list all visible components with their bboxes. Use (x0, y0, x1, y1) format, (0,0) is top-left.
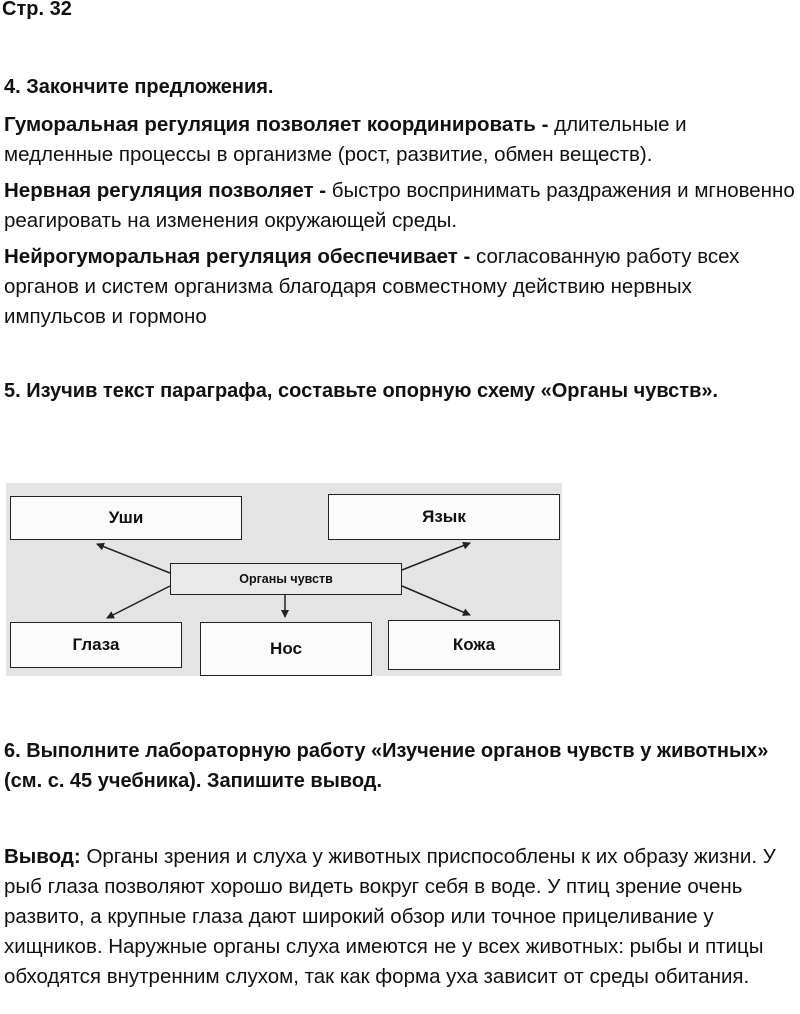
node-nose: Нос (200, 622, 372, 676)
arrow-to-eyes (107, 586, 170, 618)
task5-heading: 5. Изучив текст параграфа, составьте опорную схему «Органы чувств». (4, 380, 719, 402)
task4-item-text: согласованную работу всех органов и систем организма благодаря совместному действию нервных импульсов и гормоно (4, 245, 740, 328)
arrow-to-skin (402, 586, 470, 615)
task4-item-text: длительные и медленные процессы в организме (рост, развитие, обмен веществ). (4, 113, 687, 166)
node-ears: Уши (10, 496, 242, 540)
task4-item-lead: Нервная регуляция позволяет - (4, 179, 327, 202)
arrow-to-ears (97, 544, 170, 573)
page-number: Стр. 32 (2, 0, 72, 20)
task6-heading: 6. Выполните лабораторную работу «Изучение органов чувств у животных» (см. с. 45 учебника). Запишите вывод. (4, 740, 769, 792)
arrow-to-tongue (402, 543, 470, 570)
task4-item-lead: Нейрогуморальная регуляция обеспечивает - (4, 245, 471, 268)
node-eyes: Глаза (10, 622, 182, 668)
task4-item-lead: Гуморальная регуляция позволяет координировать - (4, 113, 549, 136)
task4-heading: 4. Закончите предложения. (4, 76, 274, 98)
conclusion-text: Органы зрения и слуха у животных приспособлены к их образу жизни. У рыб глаза позволяют хорошо видеть вокруг себя в воде. У птиц зрение очень развито, а крупные глаза дают широкий обзор или точное прицеливание у хищников. Наружные органы слуха имеются не у всех животных: рыбы и птицы обходятся внутренним слухом, так как форма уха зависит от среды обитания. (4, 845, 776, 988)
node-skin: Кожа (388, 620, 560, 670)
node-center: Органы чувств (170, 563, 402, 595)
task6-conclusion (4, 842, 796, 992)
task4-item-text: быстро воспринимать раздражения и мгновенно реагировать на изменения окружающей среды. (4, 179, 795, 232)
node-tongue: Язык (328, 494, 560, 540)
conclusion-label: Вывод: (4, 845, 81, 868)
